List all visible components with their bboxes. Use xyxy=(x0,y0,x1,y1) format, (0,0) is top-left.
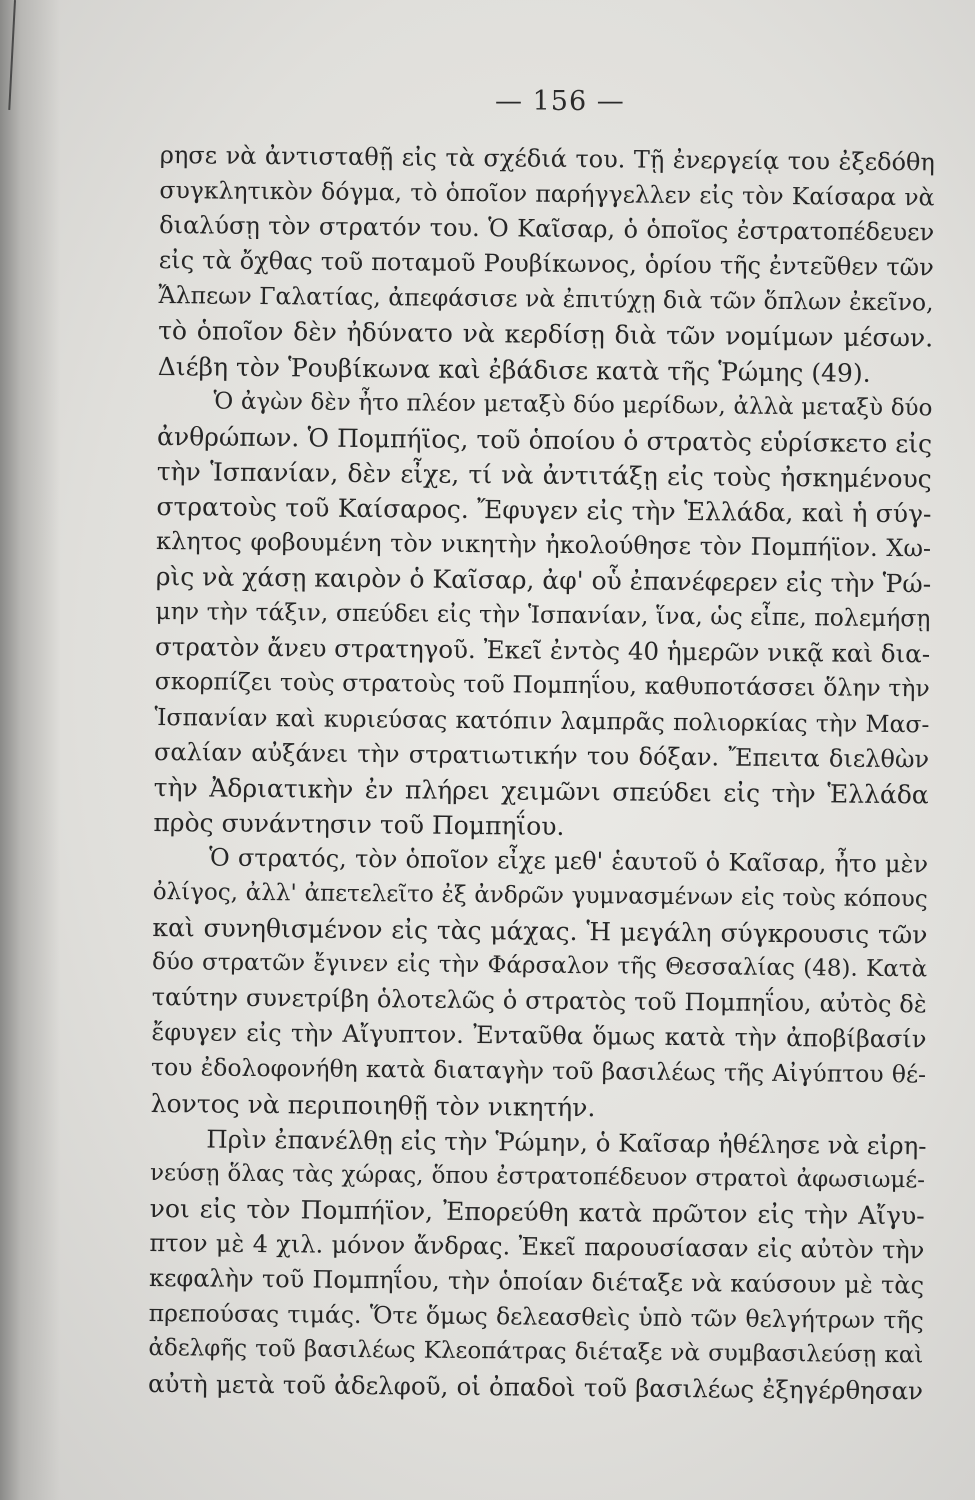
text-line: σαλίαν αὐξάνει τὴν στρατιωτικήν του δόξαν. Ἔπειτα διελθὼν xyxy=(153,737,930,774)
text-line: δύο στρατῶν ἔγινεν εἰς τὴν Φάρσαλον τῆς Θεσσαλίας (48). Κατὰ xyxy=(151,949,928,983)
text-line: διαλύσῃ τὸν στρατόν του. Ὁ Καῖσαρ, ὁ ὁποῖος ἐστρατοπέδευεν xyxy=(159,211,935,247)
text-line: λοντος νὰ περιποιηθῇ τὸν νικητήν. xyxy=(150,1088,596,1122)
page-number: — 156 — xyxy=(495,86,625,117)
text-line: καὶ συνηθισμένον εἰς τὰς μάχας. Ἡ μεγάλη σύγκρουσις τῶν xyxy=(152,913,928,950)
text-line: ταύτην συνετρίβη ὁλοτελῶς ὁ στρατὸς τοῦ Πομπηΐου, αὐτὸς δὲ xyxy=(151,983,927,1019)
text-line: τὴν Ἀδριατικὴν ἐν πλήρει χειμῶνι σπεύδει εἰς τὴν Ἑλλάδα xyxy=(153,772,929,810)
text-line: σκορπίζει τοὺς στρατοὺς τοῦ Πομπηΐου, καθυποτάσσει ὅλην τὴν xyxy=(154,667,930,703)
text-line: Πρὶν ἐπανέλθῃ εἰς τὴν Ῥώμην, ὁ Καῖσαρ ἠθέλησε νὰ εἰρη- xyxy=(206,1124,927,1161)
text-line: στρατὸν ἄνευ στρατηγοῦ. Ἐκεῖ ἐντὸς 40 ἡμερῶν νικᾷ καὶ δια- xyxy=(154,632,931,669)
text-line: στρατοὺς τοῦ Καίσαρος. Ἔφυγεν εἰς τὴν Ἑλλάδα, καὶ ἡ σύγ- xyxy=(156,491,932,529)
text-line: πρεπούσας τιμάς. Ὅτε ὅμως δελεασθεὶς ὑπὸ τῶν θελγήτρων τῆς xyxy=(148,1299,924,1335)
text-line: ἔφυγεν εἰς τὴν Αἴγυπτον. Ἐνταῦθα ὅμως κατὰ τὴν ἀποβίβασίν xyxy=(151,1018,927,1054)
text-line: πρὸς συνάντησιν τοῦ Πομπηΐου. xyxy=(153,807,565,841)
text-line: τὸ ὁποῖον δὲν ἠδύνατο νὰ κερδίσῃ διὰ τῶν νομίμων μέσων. xyxy=(158,316,934,353)
text-line: κεφαλὴν τοῦ Πομπηΐου, τὴν ὁποίαν διέταξε νὰ καύσουν μὲ τὰς xyxy=(148,1263,925,1300)
text-line: ὀλίγος, ἀλλ' ἀπετελεῖτο ἐξ ἀνδρῶν γυμνασμένων εἰς τοὺς κόπους xyxy=(152,878,928,913)
text-line: Ὁ ἀγὼν δὲν ἦτο πλέον μεταξὺ δύο μερίδων, ἀλλὰ μεταξὺ δύο xyxy=(213,388,933,422)
text-line: Ὁ στρατός, τὸν ὁποῖον εἶχε μεθ' ἑαυτοῦ ὁ Καῖσαρ, ἦτο μὲν xyxy=(208,843,929,879)
text-line: εἰς τὰ ὄχθας τοῦ ποταμοῦ Ρουβίκωνος, ὁρίου τῆς ἐντεῦθεν τῶν xyxy=(158,246,934,282)
text-line: συγκλητικὸν δόγμα, τὸ ὁποῖον παρήγγελλεν εἰς τὸν Καίσαρα νὰ xyxy=(159,176,935,212)
text-line: τὴν Ἱσπανίαν, δὲν εἶχε, τί νὰ ἀντιτάξῃ εἰς τοὺς ἠσκημένους xyxy=(156,456,932,494)
text-line: ρησε νὰ ἀντισταθῇ εἰς τὰ σχέδιά του. Τῇ ἐνεργείᾳ του ἐξεδόθη xyxy=(159,140,935,177)
text-line: ἀδελφῆς τοῦ βασιλέως Κλεοπάτρας διέταξε νὰ συμβασιλεύσῃ καὶ xyxy=(148,1335,924,1369)
text-line: αὐτὴ μετὰ τοῦ ἀδελφοῦ, οἱ ὀπαδοὶ τοῦ βασιλέως ἐξηγέρθησαν xyxy=(147,1369,924,1406)
text-line: Ἱσπανίαν καὶ κυριεύσας κατόπιν λαμπρᾶς πολιορκίας τὴν Μασ- xyxy=(154,702,930,738)
body-text xyxy=(148,138,935,1409)
text-line: ἀνθρώπων. Ὁ Πομπήϊος, τοῦ ὁποίου ὁ στρατὸς εὑρίσκετο εἰς xyxy=(156,421,933,459)
text-line: νοι εἰς τὸν Πομπήϊον, Ἐπορεύθη κατὰ πρῶτον εἰς τὴν Αἴγυ- xyxy=(149,1193,925,1231)
text-line: μην τὴν τάξιν, σπεύδει εἰς τὴν Ἱσπανίαν, ἵνα, ὡς εἶπε, πολεμήσῃ xyxy=(155,597,931,633)
text-line: Ἄλπεων Γαλατίας, ἀπεφάσισε νὰ ἐπιτύχῃ διὰ τῶν ὅπλων ἐκεῖνο, xyxy=(158,281,934,317)
text-line: νεύσῃ ὅλας τὰς χώρας, ὅπου ἐστρατοπέδευον στρατοὶ ἀφωσιωμέ- xyxy=(149,1159,926,1194)
text-line: ρὶς νὰ χάσῃ καιρὸν ὁ Καῖσαρ, ἀφ' οὗ ἐπανέφερεν εἰς τὴν Ῥώ- xyxy=(155,562,932,599)
text-line: του ἐδολοφονήθη κατὰ διαταγὴν τοῦ βασιλέως τῆς Αἰγύπτου θέ- xyxy=(150,1053,927,1089)
page-edge-shadow xyxy=(0,0,60,1500)
text-line: πτον μὲ 4 χιλ. μόνον ἄνδρας. Ἐκεῖ παρουσίασαν εἰς αὐτὸν τὴν xyxy=(149,1228,925,1265)
text-line: Διέβη τὸν Ῥουβίκωνα καὶ ἐβάδισε κατὰ τῆς Ῥώμης (49). xyxy=(157,351,871,388)
text-line: κλητος φοβουμένη τὸν νικητὴν ἠκολούθησε τὸν Πομπήϊον. Χω- xyxy=(155,527,932,563)
